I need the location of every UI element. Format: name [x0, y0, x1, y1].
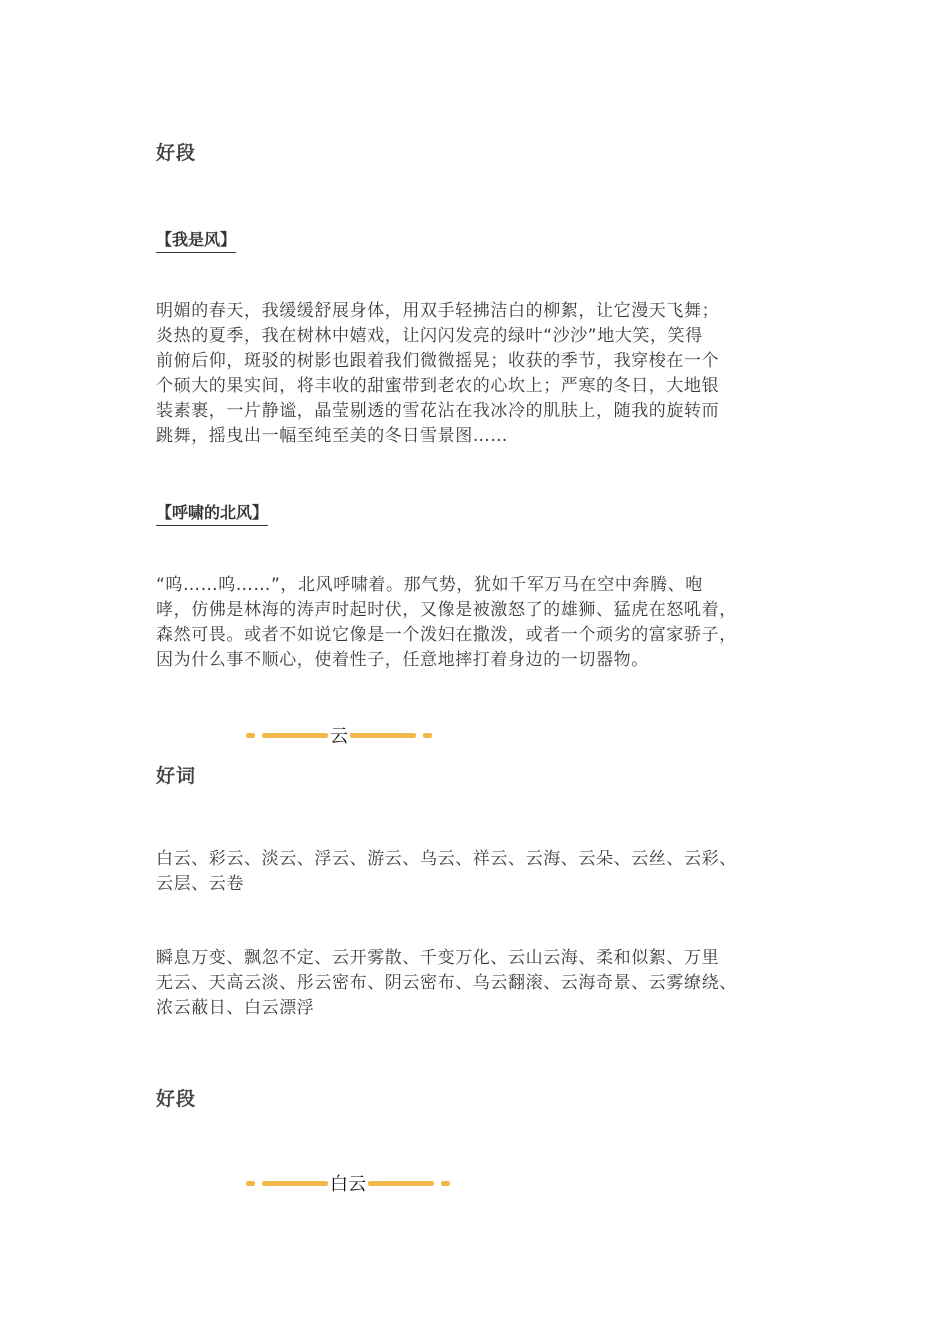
- divider-dot: [423, 733, 432, 738]
- paragraph-line: 因为什么事不顺心，使着性子，任意地摔打着身边的一切器物。: [156, 650, 649, 670]
- word-list-line: 云层、云卷: [156, 874, 244, 894]
- passage-title-i-am-wind: 【我是风】: [156, 227, 236, 253]
- section-heading-good-paragraphs: 好段: [156, 142, 197, 164]
- paragraph-line: 森然可畏。或者不如说它像是一个泼妇在撒泼，或者一个顽劣的富家骄子，: [156, 625, 737, 645]
- divider-white-cloud: [246, 1172, 450, 1194]
- passage-title-howling-north-wind: 【呼啸的北风】: [156, 500, 268, 526]
- divider-cloud: [246, 724, 432, 746]
- paragraph-line: 明媚的春天，我缓缓舒展身体，用双手轻拂洁白的柳絮，让它漫天飞舞；: [156, 301, 720, 321]
- paragraph-line: 个硕大的果实间，将丰收的甜蜜带到老农的心坎上；严寒的冬日，大地银: [156, 376, 720, 396]
- divider-bar: [350, 733, 416, 738]
- divider-label: 云: [330, 726, 348, 747]
- word-list-line: 瞬息万变、飘忽不定、云开雾散、千变万化、云山云海、柔和似絮、万里: [156, 948, 720, 968]
- word-list-line: 浓云蔽日、白云漂浮: [156, 998, 315, 1018]
- divider-dot: [246, 1181, 255, 1186]
- word-list-line: 无云、天高云淡、彤云密布、阴云密布、乌云翻滚、云海奇景、云雾缭绕、: [156, 973, 737, 993]
- paragraph-line: 装素裹，一片静谧，晶莹剔透的雪花沾在我冰冷的肌肤上，随我的旋转而: [156, 401, 720, 421]
- paragraph-line: 前俯后仰，斑驳的树影也跟着我们微微摇晃；收获的季节，我穿梭在一个: [156, 351, 720, 371]
- paragraph-line: 跳舞，摇曳出一幅至纯至美的冬日雪景图……: [156, 426, 508, 446]
- paragraph-line: 哮，仿佛是林海的涛声时起时伏，又像是被激怒了的雄狮、猛虎在怒吼着，: [156, 600, 737, 620]
- passage-howling-north-wind: [156, 573, 816, 673]
- word-list-cloud-idioms: [156, 946, 816, 1021]
- paragraph-line: “呜……呜……”，北风呼啸着。那气势，犹如千军万马在空中奔腾、咆: [156, 575, 703, 595]
- divider-dot: [441, 1181, 450, 1186]
- passage-i-am-wind: [156, 299, 816, 449]
- divider-bar: [262, 1181, 328, 1186]
- word-list-cloud-nouns: [156, 847, 816, 897]
- divider-label: 白云: [330, 1174, 366, 1195]
- section-heading-good-paragraphs-2: 好段: [156, 1088, 197, 1110]
- divider-dot: [246, 733, 255, 738]
- divider-bar: [262, 733, 328, 738]
- word-list-line: 白云、彩云、淡云、浮云、游云、乌云、祥云、云海、云朵、云丝、云彩、: [156, 849, 737, 869]
- paragraph-line: 炎热的夏季，我在树林中嬉戏，让闪闪发亮的绿叶“沙沙”地大笑，笑得: [156, 326, 703, 346]
- divider-bar: [368, 1181, 434, 1186]
- section-heading-good-words: 好词: [156, 765, 197, 787]
